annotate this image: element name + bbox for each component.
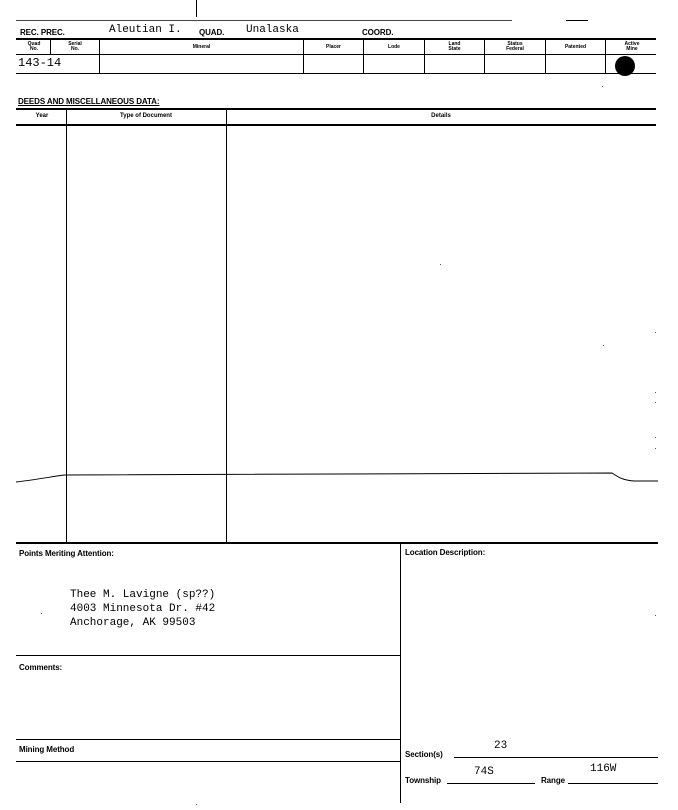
scan-speck [440,264,441,265]
range-underline [568,783,658,784]
scan-speck [41,613,42,614]
quad-serial-value: 143-14 [18,56,62,70]
comments-label: Comments: [19,663,63,672]
deeds-table-header-rule [16,124,656,126]
township-underline [447,783,535,784]
township-value: 74S [474,766,494,778]
points-address [70,588,215,630]
section-label: Section(s) [405,750,443,759]
col-header-mineral: Mineral [192,43,211,50]
points-line: Thee M. Lavigne (sp??) [70,589,216,601]
scan-mark [196,0,197,17]
scan-speck [655,402,656,403]
township-label: Township [405,776,441,785]
active-mine-mark [615,56,635,76]
deeds-col-year: Year [35,113,49,119]
mining-method-label: Mining Method [19,745,75,754]
claim-table-header-rule [16,54,656,55]
points-line: 4003 Minnesota Dr. #42 [70,603,216,615]
location-label: Location Description: [405,548,486,557]
col-header-serial-no: Serial No. [68,41,82,52]
points-label: Points Meriting Attention: [19,549,114,558]
deeds-col-details: Details [431,113,451,119]
scan-mark [566,20,588,21]
coord-label: COORD. [362,28,394,37]
header-top-rule [16,20,512,21]
col-header-placer: Placer [325,43,341,50]
bottom-section-top-rule [16,542,658,544]
points-line: Anchorage, AK 99503 [70,617,196,629]
page-fold-line [16,460,658,490]
scan-speck [655,392,656,393]
rec-prec-value: Aleutian I. [109,24,182,36]
mining-method-top-rule [16,739,400,740]
range-label: Range [541,776,565,785]
deeds-table-top-rule [16,108,656,110]
deeds-section-title: DEEDS AND MISCELLANEOUS DATA: [18,97,160,106]
col-header-land-state: Land State [448,41,461,52]
section-underline [454,757,658,758]
col-header-lode: Lode [388,43,400,50]
mining-method-rule [16,761,400,762]
col-header-patented: Patented [564,43,587,50]
scan-speck [655,448,656,449]
scan-speck [655,437,656,438]
scan-speck [196,804,197,805]
scan-speck [603,345,604,346]
claim-table-bottom-rule [16,73,656,74]
deeds-col-type: Type of Document [120,113,172,119]
quad-label: QUAD. [199,28,225,37]
range-value: 116W [590,763,617,775]
quad-value: Unalaska [246,24,299,36]
col-header-status-federal: Status Federal [506,41,524,52]
section-value: 23 [494,740,508,752]
bottom-section-divider [400,543,401,803]
col-header-active-mine: Active Mine [624,41,640,52]
col-header-quad-no: Quad No. [27,41,41,52]
rec-prec-label: REC. PREC. [20,28,65,37]
comments-top-rule [16,655,400,656]
scan-speck [655,332,656,333]
scan-speck [655,615,656,616]
scan-speck [602,86,603,87]
